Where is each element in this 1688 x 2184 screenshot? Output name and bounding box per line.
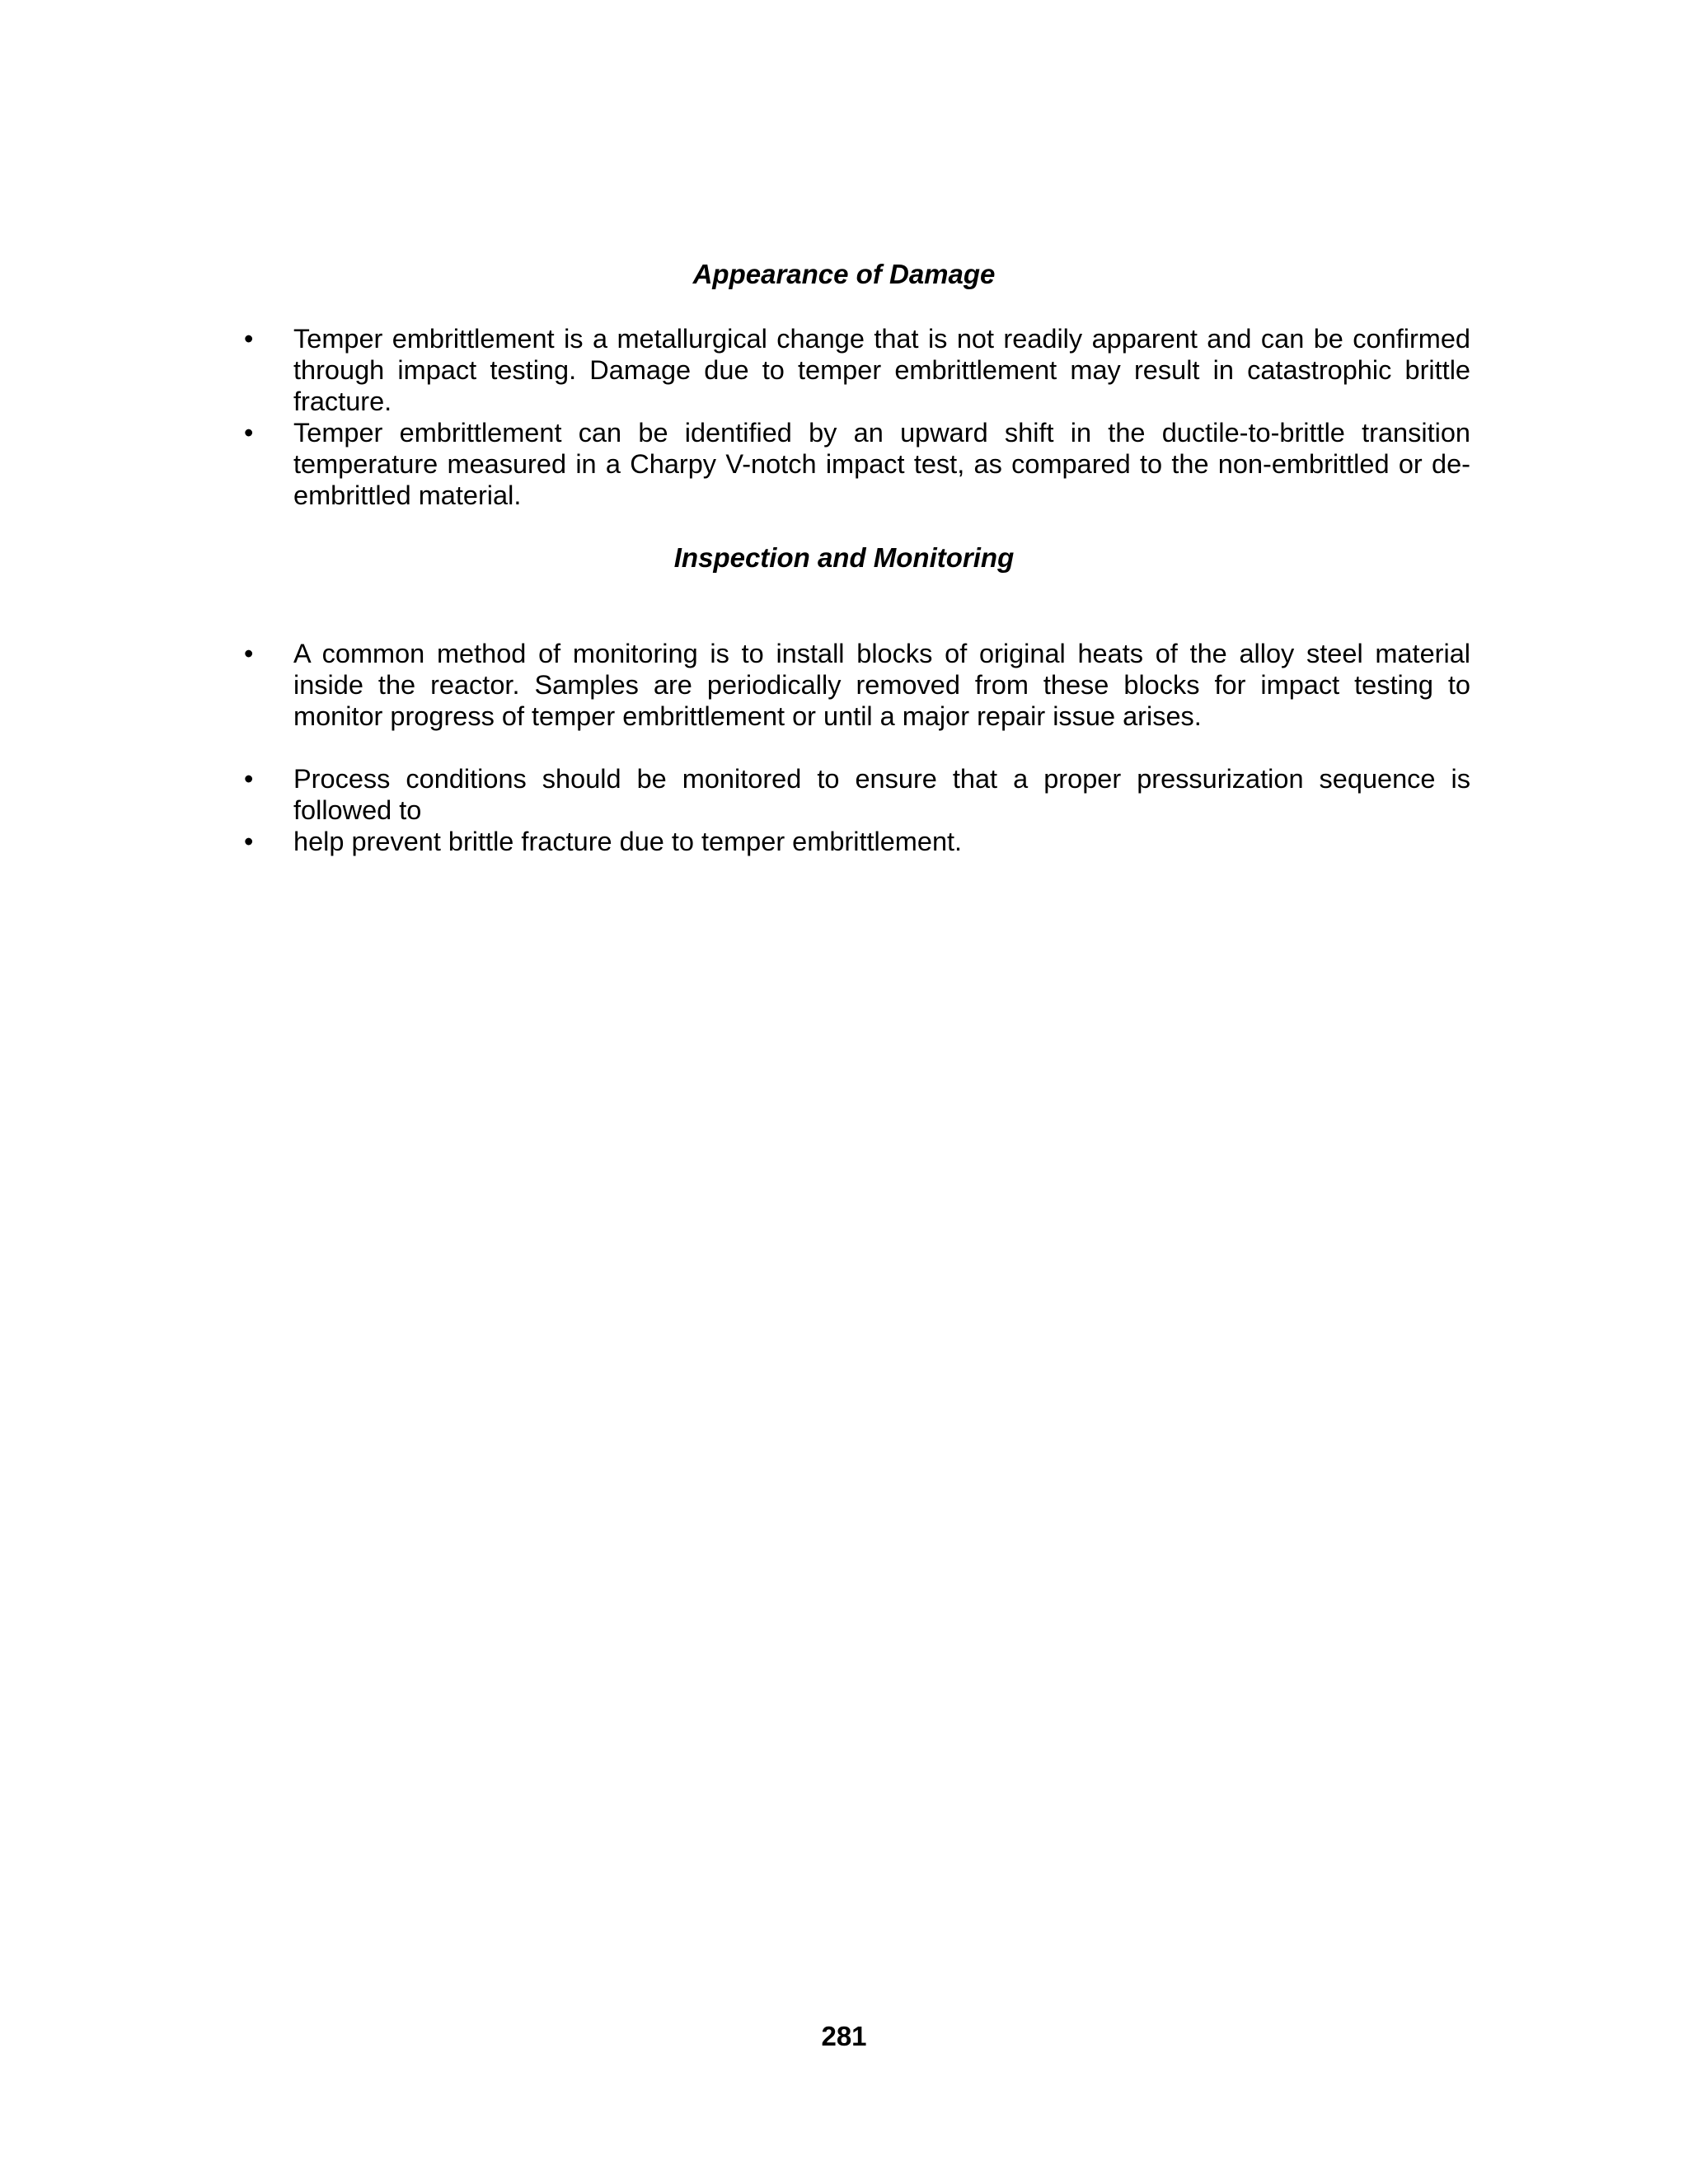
bullet-icon: • — [244, 764, 254, 794]
list-item-text: A common method of monitoring is to install blocks of original heats of the alloy steel material inside the reactor. Samples are periodically removed from these blocks for impact testing to monitor progress of temper embrittlement or until a major repair issue arises. — [293, 639, 1470, 731]
section-heading-appearance-of-damage: Appearance of Damage — [692, 259, 996, 289]
list-item — [244, 763, 1470, 826]
bullet-icon: • — [244, 639, 254, 668]
bullet-icon: • — [244, 827, 254, 856]
list-item — [244, 417, 1470, 511]
bullet-icon: • — [244, 418, 254, 448]
page-number: 281 — [821, 2021, 867, 2051]
list-item — [244, 638, 1470, 732]
list-item-text: Temper embrittlement is a metallurgical change that is not readily apparent and can be confirmed through impact testing. Damage due to temper embrittlement may result in catastrophic brittle fracture. — [293, 324, 1470, 416]
list-item — [244, 826, 1470, 857]
list-item-text: Temper embrittlement can be identified by an upward shift in the ductile-to-brittle transition temperature measured in a Charpy V-notch impact test, as compared to the non-embrittled or de-embrittled material. — [293, 418, 1470, 510]
list-item — [244, 323, 1470, 417]
section-heading-inspection-and-monitoring: Inspection and Monitoring — [673, 542, 1015, 573]
list-item-text: help prevent brittle fracture due to temper embrittlement. — [293, 827, 963, 856]
list-item-text: Process conditions should be monitored to ensure that a proper pressurization sequence is followed to — [293, 764, 1470, 825]
bullet-list-appearance — [244, 323, 1470, 511]
bullet-icon: • — [244, 324, 254, 354]
bullet-list-inspection — [244, 638, 1470, 857]
